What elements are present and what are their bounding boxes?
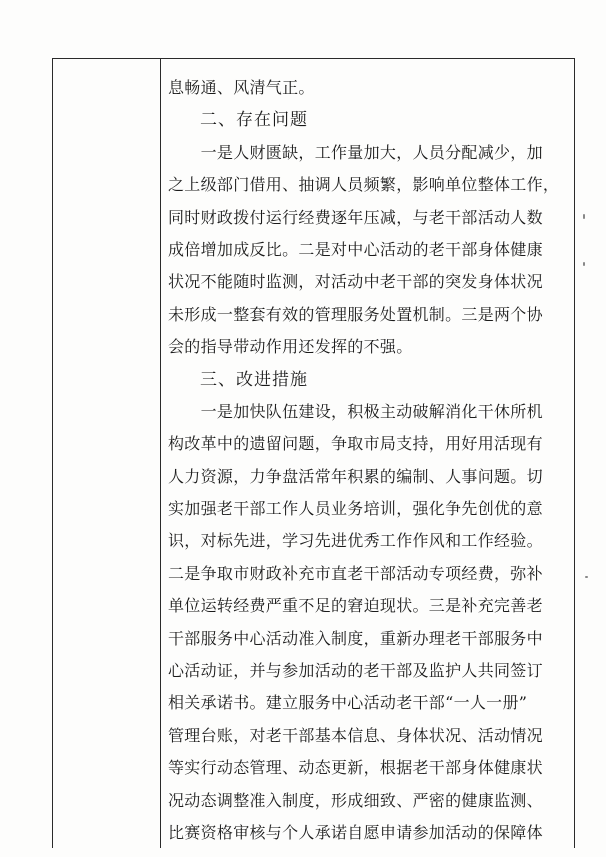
paragraph-line: 状况不能随时监测，对活动中老干部的突发身体状况 [168,272,543,292]
paragraph-line: 比赛资格审核与个人承诺自愿申请参加活动的保障体 [168,822,543,842]
paragraph-line: 单位运转经费严重不足的窘迫现状。三是补充完善老 [168,596,543,616]
paragraph-line: 成倍增加成反比。二是对中心活动的老干部身体健康 [168,239,543,259]
scan-speck [583,262,585,266]
paragraph-line: 二是争取市财政补充市直老干部活动专项经费，弥补 [168,563,543,583]
paragraph-line: 之上级部门借用、抽调人员频繁，影响单位整体工作， [168,175,560,195]
paragraph-line: 心活动证，并与参加活动的老干部及监护人共同签订 [168,661,543,681]
section-heading-measures: 三、改进措施 [200,369,308,390]
section-heading-problems: 二、存在问题 [200,110,308,131]
paragraph-line: 未形成一整套有效的管理服务处置机制。三是两个协 [168,304,543,324]
paragraph-line: 管理台账，对老干部基本信息、身体状况、活动情况 [168,725,543,745]
paragraph-line: 会的指导带动作用还发挥的不强。 [168,337,413,357]
paragraph-line: 构改革中的遗留问题，争取市局支持，用好用活现有 [168,434,543,454]
column-divider [160,58,161,848]
paragraph-line: 人力资源，力争盘活常年积累的编制、人事问题。切 [168,466,543,486]
table-content-cell [168,72,566,849]
paragraph-line: 识，对标先进，学习先进优秀工作作风和工作经验。 [168,531,543,551]
scan-speck [583,214,585,219]
paragraph-line: 息畅通、风清气正。 [168,78,315,97]
paragraph-line: 一是加快队伍建设，积极主动破解消化干休所机 [168,401,543,421]
paragraph-line: 实加强老干部工作人员业务培训，强化争先创优的意 [168,499,543,519]
paragraph-line: 等实行动态管理、动态更新，根据老干部身体健康状 [168,758,543,778]
paragraph-line: 一是人财匮缺，工作量加大，人员分配减少，加 [168,142,543,162]
paragraph-line: 相关承诺书。建立服务中心活动老干部“一人一册” [168,693,528,713]
paragraph-line: 干部服务中心活动准入制度，重新办理老干部服务中 [168,628,543,648]
paragraph-line: 况动态调整准入制度，形成细致、严密的健康监测、 [168,790,543,810]
scan-speck [585,576,588,578]
paragraph-line: 同时财政拨付运行经费逐年压减，与老干部活动人数 [168,207,543,227]
